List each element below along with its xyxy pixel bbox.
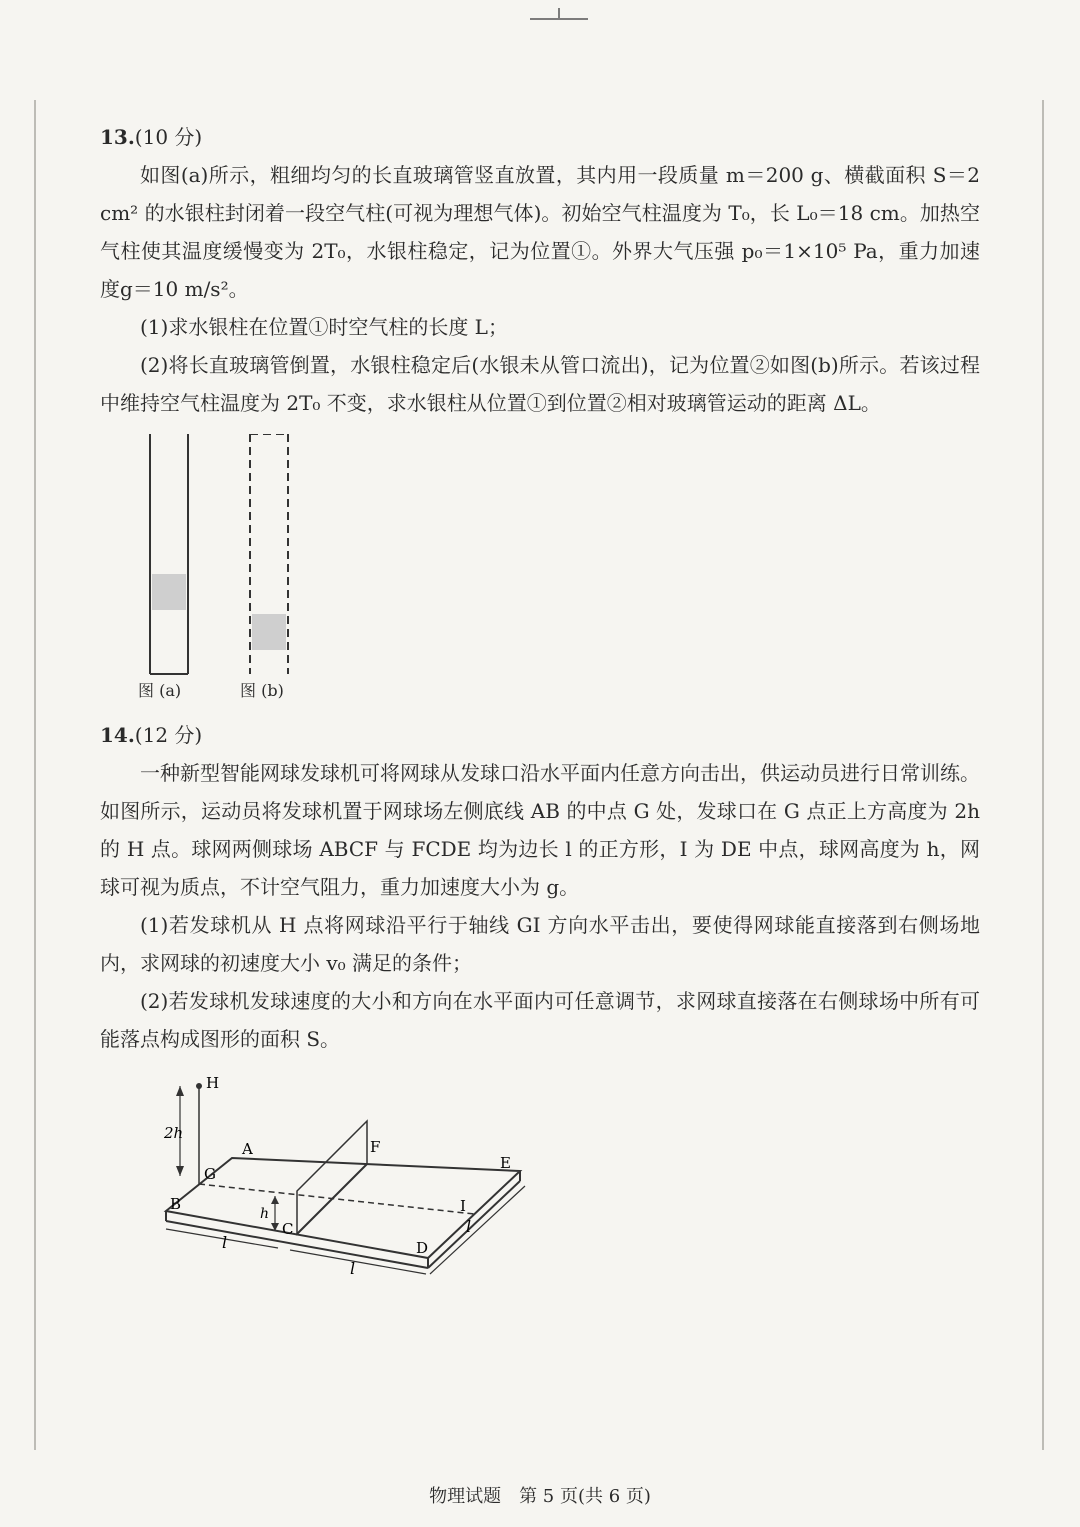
tube-a-figure	[140, 434, 200, 679]
page-footer: 物理试题 第 5 页(共 6 页)	[429, 1486, 651, 1507]
q14-sub1: (1)若发球机从 H 点将网球沿平行于轴线 GI 方向水平击出，要使得网球能直接落到右侧场地内，求网球的初速度大小 v₀ 满足的条件；	[100, 913, 980, 975]
q13-score: (10 分)	[134, 125, 203, 149]
fig-b-caption: 图 (b)	[240, 681, 284, 700]
mercury-column-b	[252, 614, 286, 650]
q13-number: 13.	[100, 125, 135, 149]
q13-heading	[100, 118, 980, 156]
page-top-mark	[530, 8, 588, 24]
axis-gi	[199, 1184, 474, 1214]
right-margin-line	[1042, 100, 1044, 1450]
q14-sub2: (2)若发球机发球速度的大小和方向在水平面内可任意调节，求网球直接落在右侧球场中所有可能落点构成图形的面积 S。	[100, 989, 980, 1051]
label-b: B	[170, 1195, 182, 1213]
court-top	[166, 1158, 520, 1258]
label-l-3: l	[466, 1217, 472, 1236]
left-margin-line	[34, 100, 36, 1450]
net	[297, 1121, 367, 1234]
q14-heading	[100, 716, 980, 754]
label-g: G	[204, 1165, 216, 1183]
label-2h: 2h	[164, 1124, 184, 1142]
tennis-court-figure	[100, 1066, 980, 1296]
exam-content	[100, 118, 980, 1296]
q13-figures	[100, 434, 980, 714]
q13-stem: 如图(a)所示，粗细均匀的长直玻璃管竖直放置，其内用一段质量 m＝200 g、横截面积 S＝2 cm² 的水银柱封闭着一段空气柱(可视为理想气体)。初始空气柱温度为 T₀，长 L₀＝18 cm。加热空气柱使其温度缓慢变为 2T₀，水银柱稳定，记为位置①。外界大气压强 p₀＝1×10⁵ Pa，重力加速度g＝10 m/s²。	[100, 163, 980, 301]
label-i: I	[460, 1197, 466, 1215]
label-h-net: h	[260, 1206, 270, 1222]
point-h	[196, 1083, 202, 1089]
label-a: A	[242, 1140, 253, 1158]
mercury-column-a	[152, 574, 186, 610]
q14-number: 14.	[100, 723, 135, 747]
tennis-court-svg	[130, 1066, 550, 1296]
q13-sub2: (2)将长直玻璃管倒置，水银柱稳定后(水银未从管口流出)，记为位置②如图(b)所示。若该过程中维持空气柱温度为 2T₀ 不变，求水银柱从位置①到位置②相对玻璃管运动的距离 ΔL。	[100, 353, 980, 415]
label-l-1: l	[222, 1233, 228, 1252]
label-l-2: l	[350, 1259, 356, 1278]
tube-b-figure	[240, 434, 300, 679]
label-d: D	[416, 1239, 429, 1257]
label-f: F	[370, 1138, 381, 1156]
q13-sub1: (1)求水银柱在位置①时空气柱的长度 L；	[140, 315, 508, 339]
label-h: H	[206, 1074, 220, 1092]
label-c: C	[282, 1220, 294, 1238]
q14-stem: 一种新型智能网球发球机可将网球从发球口沿水平面内任意方向击出，供运动员进行日常训练。如图所示，运动员将发球机置于网球场左侧底线 AB 的中点 G 处，发球口在 G 点正上方高度为 2h 的 H 点。球网两侧球场 ABCF 与 FCDE 均为边长 l 的正方形，I 为 DE 中点，球网高度为 h，网球可视为质点，不计空气阻力，重力加速度大小为 g。	[100, 761, 980, 899]
fig-a-caption: 图 (a)	[138, 681, 182, 700]
q14-score: (12 分)	[134, 723, 203, 747]
label-e: E	[500, 1154, 511, 1172]
